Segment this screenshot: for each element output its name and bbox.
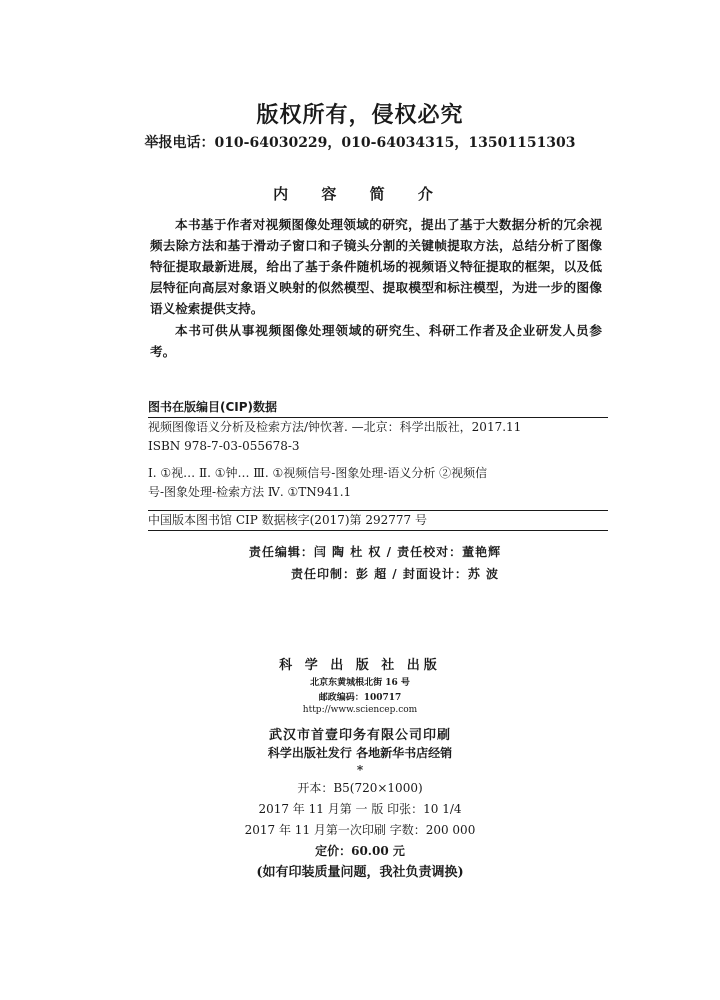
intro-heading: 内 容 简 介 bbox=[273, 185, 447, 203]
cip-classification-2: 号-图象处理-检索方法 Ⅳ. ①TN941.1 bbox=[148, 485, 352, 499]
cip-end-rule bbox=[148, 530, 608, 531]
intro-paragraph-1: 本书基于作者对视频图像处理领域的研究，提出了基于大数据分析的冗余视频去除方法和基于滑动子窗口和子镜头分割的关键帧提取方法，总结分析了图像特征提取最新进展，给出了基于条件随机场的视频语义特征提取的框架，以及低层特征向高层对象语义映射的似然模型、提取模型和标注模型，为进一步的图像语义检索提供支持。 bbox=[150, 217, 602, 316]
intro-paragraph-2: 本书可供从事视频图像处理领域的研究生、科研工作者及企业研发人员参考。 bbox=[150, 323, 602, 359]
publisher-postcode: 邮政编码：100717 bbox=[318, 693, 402, 703]
cip-classification-1: Ⅰ. ①视… Ⅱ. ①钟… Ⅲ. ①视频信号-图象处理-语义分析 ②视频信 bbox=[148, 466, 488, 480]
cip-title: 图书在版编目(CIP)数据 bbox=[148, 400, 278, 414]
distribution-info: 科学出版社发行 各地新华书店经销 bbox=[267, 746, 453, 760]
copyright-title: 版权所有，侵权必究 bbox=[256, 102, 464, 128]
cip-book-line: 视频图像语义分析及检索方法/钟忺著. —北京：科学出版社，2017.11 bbox=[148, 420, 522, 434]
publisher-name: 科 学 出 版 社 出版 bbox=[279, 658, 441, 673]
printer-name: 武汉市首壹印务有限公司印刷 bbox=[268, 728, 451, 743]
spec-price: 定价：60.00 元 bbox=[315, 844, 405, 858]
report-hotline: 举报电话：010-64030229，010-64034315，13501151303 bbox=[144, 135, 576, 151]
cip-verification: 中国版本图书馆 CIP 数据核字(2017)第 292777 号 bbox=[148, 513, 427, 527]
spec-edition: 2017 年 11 月第 一 版 印张：10 1/4 bbox=[258, 802, 462, 816]
publisher-url: http://www.sciencep.com bbox=[302, 705, 418, 715]
spec-quality-note: (如有印装质量问题，我社负责调换) bbox=[256, 865, 464, 880]
cip-block bbox=[148, 398, 608, 531]
separator-star: * bbox=[356, 763, 364, 777]
credits-production: 责任印制：彭 超 / 封面设计：苏 波 bbox=[290, 567, 500, 581]
publisher-address: 北京东黄城根北街 16 号 bbox=[310, 678, 410, 688]
spec-format: 开本：B5(720×1000) bbox=[297, 781, 423, 795]
cip-isbn: ISBN 978-7-03-055678-3 bbox=[148, 439, 300, 453]
print-specs bbox=[0, 778, 720, 883]
spec-printing: 2017 年 11 月第一次印刷 字数：200 000 bbox=[244, 823, 476, 837]
credits-editors: 责任编辑：闫 陶 杜 权 / 责任校对：董艳辉 bbox=[248, 545, 502, 559]
